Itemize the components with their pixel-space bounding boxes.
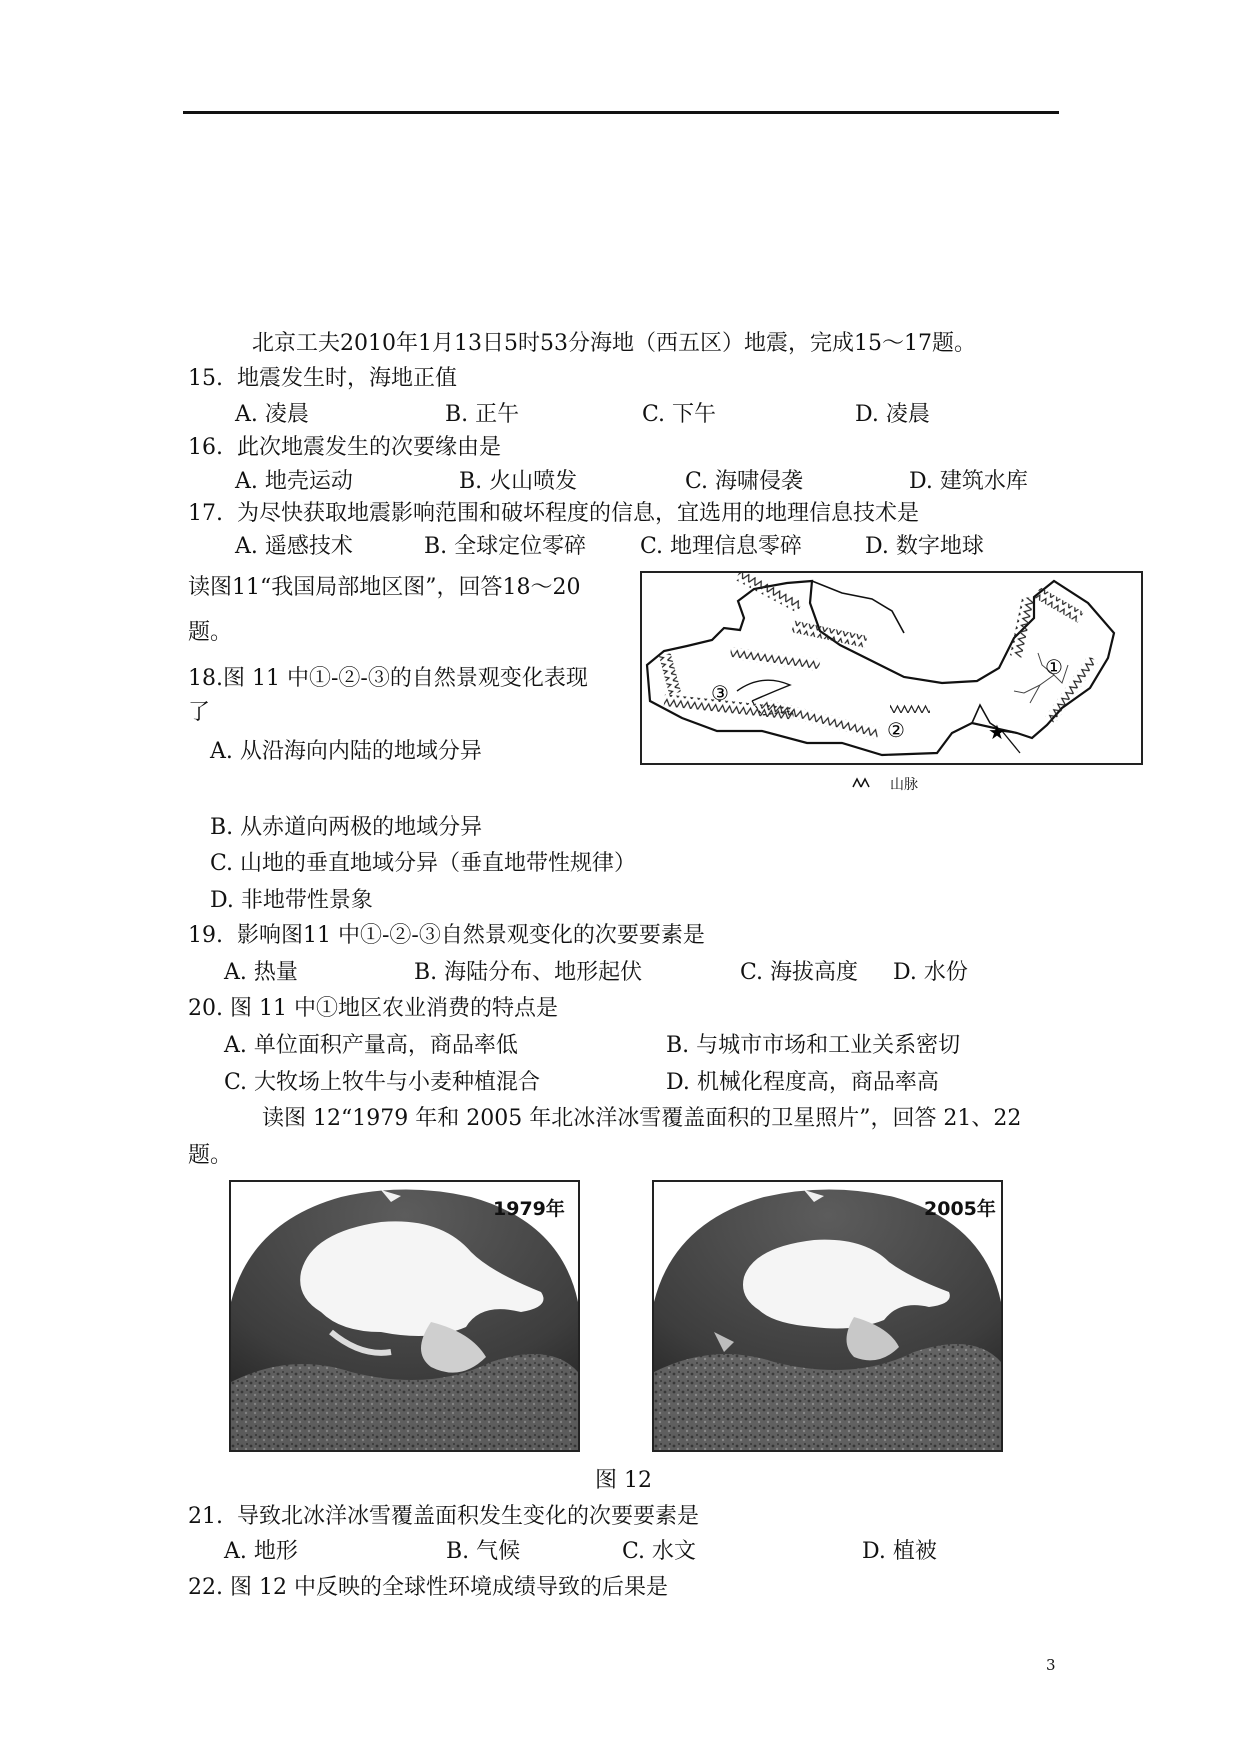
satellite-photo-2005 xyxy=(652,1180,1003,1452)
page-number: 3 xyxy=(1046,1656,1056,1674)
intro-21-22-line1: 读图 12“1979 年和 2005 年北冰洋冰雪覆盖面积的卫星照片”，回答 21、22 xyxy=(262,1106,1022,1131)
q19-option-a: A. 热量 xyxy=(224,960,298,985)
q15-stem: 15. 地震发生时，海地正值 xyxy=(188,366,457,391)
q15-option-b: B. 正午 xyxy=(445,402,520,427)
q16-option-a: A. 地壳运动 xyxy=(235,469,353,494)
q18-option-b: B. 从赤道向两极的地域分异 xyxy=(210,815,483,840)
q18-stem-line1: 18.图 11 中①-②-③的自然景观变化表现 xyxy=(188,666,588,691)
q17-option-b: B. 全球定位零碎 xyxy=(424,534,587,559)
map-label-1: ① xyxy=(1045,655,1063,679)
q15-option-c: C. 下午 xyxy=(642,402,717,427)
figure-11-map xyxy=(640,571,1143,765)
q16-stem: 16. 此次地震发生的次要缘由是 xyxy=(188,435,501,460)
q16-option-b: B. 火山喷发 xyxy=(459,469,578,494)
q15-option-d: D. 凌晨 xyxy=(855,402,930,427)
intro-18-20-line1: 读图11“我国局部地区图”，回答18～20 xyxy=(188,575,581,600)
q17-option-c: C. 地理信息零碎 xyxy=(640,534,803,559)
photo-year-1979: 1979年 xyxy=(493,1198,565,1220)
q20-option-a: A. 单位面积产量高，商品率低 xyxy=(224,1033,518,1058)
q21-stem: 21. 导致北冰洋冰雪覆盖面积发生变化的次要要素是 xyxy=(188,1504,699,1529)
q17-option-d: D. 数字地球 xyxy=(865,534,984,559)
map-label-2: ② xyxy=(887,718,905,742)
q20-stem: 20. 图 11 中①地区农业消费的特点是 xyxy=(188,996,558,1021)
q19-stem: 19. 影响图11 中①-②-③自然景观变化的次要要素是 xyxy=(188,923,705,948)
header-rule xyxy=(183,111,1059,114)
mountain-legend-icon xyxy=(852,776,872,788)
q21-option-c: C. 水文 xyxy=(622,1539,697,1564)
q17-option-a: A. 遥感技术 xyxy=(235,534,353,559)
q18-option-a: A. 从沿海向内陆的地域分异 xyxy=(210,739,482,764)
figure-12-caption: 图 12 xyxy=(595,1468,652,1493)
intro-15-17: 北京工夫2010年1月13日5时53分海地（西五区）地震，完成15～17题。 xyxy=(252,331,976,356)
q21-option-d: D. 植被 xyxy=(862,1539,937,1564)
q21-option-a: A. 地形 xyxy=(224,1539,298,1564)
q21-option-b: B. 气候 xyxy=(446,1539,521,1564)
q16-option-d: D. 建筑水库 xyxy=(909,469,1028,494)
q19-option-d: D. 水份 xyxy=(893,960,968,985)
q18-option-c: C. 山地的垂直地域分异（垂直地带性规律） xyxy=(210,851,637,876)
q18-stem-line2: 了 xyxy=(188,700,211,725)
map-label-3: ③ xyxy=(711,681,729,705)
q16-option-c: C. 海啸侵袭 xyxy=(685,469,804,494)
q20-option-c: C. 大牧场上牧牛与小麦种植混合 xyxy=(224,1070,541,1095)
intro-18-20-line2: 题。 xyxy=(188,620,233,645)
q19-option-b: B. 海陆分布、地形起伏 xyxy=(414,960,643,985)
map-legend-label: 山脉 xyxy=(890,777,918,793)
map-star-icon: ★ xyxy=(988,720,1006,744)
q15-option-a: A. 凌晨 xyxy=(235,402,309,427)
q20-option-b: B. 与城市市场和工业关系密切 xyxy=(666,1033,961,1058)
satellite-photo-1979 xyxy=(229,1180,580,1452)
q22-stem: 22. 图 12 中反映的全球性环境成绩导致的后果是 xyxy=(188,1575,668,1600)
q17-stem: 17. 为尽快获取地震影响范围和破坏程度的信息，宜选用的地理信息技术是 xyxy=(188,501,919,526)
intro-21-22-line2: 题。 xyxy=(188,1143,233,1168)
q20-option-d: D. 机械化程度高，商品率高 xyxy=(666,1070,939,1095)
q19-option-c: C. 海拔高度 xyxy=(740,960,859,985)
photo-year-2005: 2005年 xyxy=(924,1198,996,1220)
q18-option-d: D. 非地带性景象 xyxy=(210,888,373,913)
